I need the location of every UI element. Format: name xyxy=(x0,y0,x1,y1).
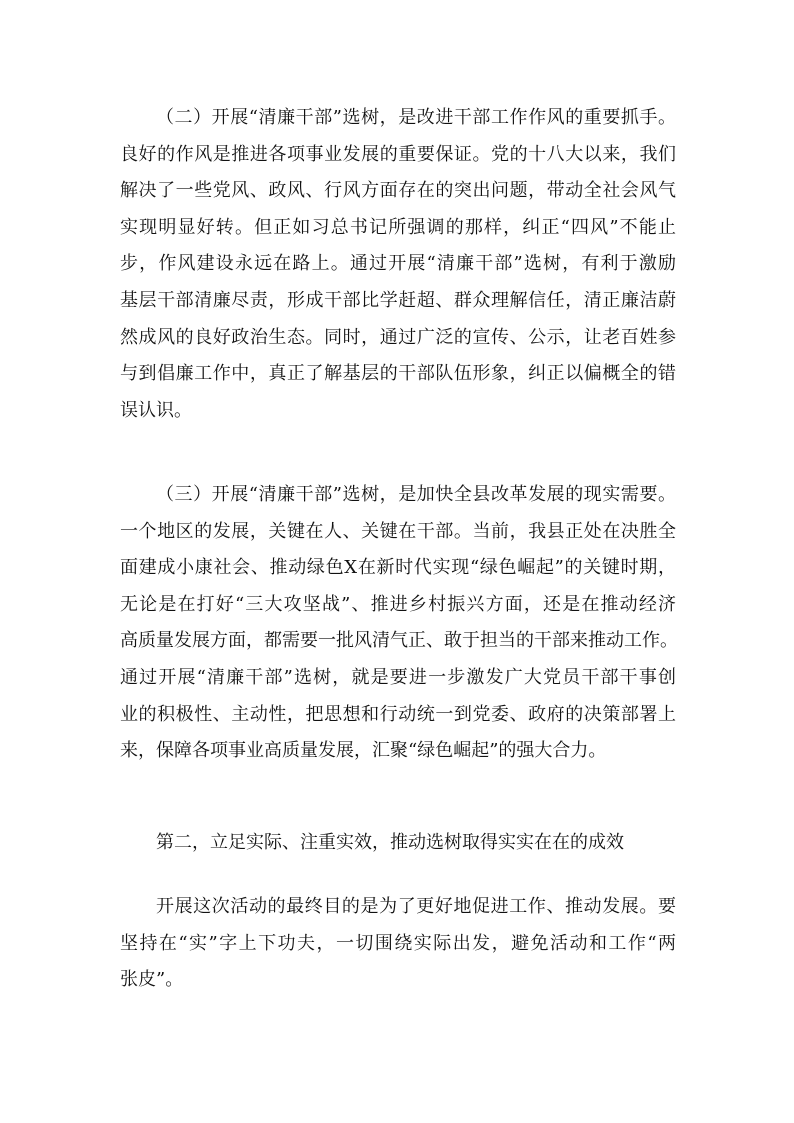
text-line: 良好的作风是推进各项事业发展的重要保证。党的十八大以来，我们 xyxy=(120,143,676,165)
text-line: 无论是在打好“三大攻坚战”、推进乡村振兴方面，还是在推动经济 xyxy=(120,593,676,615)
text-line: 高质量发展方面，都需要一批风清气正、敢于担当的干部来推动工作。 xyxy=(120,630,678,652)
text-line: 解决了一些党风、政风、行风方面存在的突出问题，带动全社会风气 xyxy=(120,180,676,202)
section-heading: 第二，立足实际、注重实效，推动选树取得实实在在的成效 xyxy=(156,832,624,853)
text-line: 然成风的良好政治生态。同时，通过广泛的宣传、公示，让老百姓参 xyxy=(120,326,676,348)
text-line: 张皮”。 xyxy=(120,969,184,991)
text-line: 业的积极性、主动性，把思想和行动统一到党委、政府的决策部署上 xyxy=(120,703,676,725)
text-line: 误认识。 xyxy=(120,399,192,421)
text-line: 一个地区的发展，关键在人、关键在干部。当前，我县正处在决胜全 xyxy=(120,520,676,542)
text-line: 开展这次活动的最终目的是为了更好地促进工作、推动发展。要 xyxy=(156,896,676,917)
text-line: 步，作风建设永远在路上。通过开展“清廉干部”选树，有利于激励 xyxy=(120,253,676,275)
text-line: （三）开展“清廉干部”选树，是加快全县改革发展的现实需要。 xyxy=(156,484,676,505)
text-line: 面建成小康社会、推动绿色X在新时代实现“绿色崛起”的关键时期， xyxy=(120,557,676,579)
text-line: 与到倡廉工作中，真正了解基层的干部队伍形象，纠正以偏概全的错 xyxy=(120,363,676,385)
paragraph-two-anti-corruption-style xyxy=(120,100,676,429)
section-heading-second xyxy=(120,825,676,862)
text-line: 坚持在“实”字上下功夫，一切围绕实际出发，避免活动和工作“两 xyxy=(120,932,676,954)
paragraph-activity-purpose xyxy=(120,889,676,999)
text-line: （二）开展“清廉干部”选树，是改进干部工作作风的重要抓手。 xyxy=(156,107,676,128)
text-line: 实现明显好转。但正如习总书记所强调的那样，纠正“四风”不能止 xyxy=(120,216,676,238)
text-line: 来，保障各项事业高质量发展，汇聚“绿色崛起”的强大合力。 xyxy=(120,740,607,762)
paragraph-three-county-development xyxy=(120,477,676,770)
text-line: 基层干部清廉尽责，形成干部比学赶超、群众理解信任，清正廉洁蔚 xyxy=(120,289,676,311)
text-line: 通过开展“清廉干部”选树，就是要进一步激发广大党员干部干事创 xyxy=(120,666,676,688)
